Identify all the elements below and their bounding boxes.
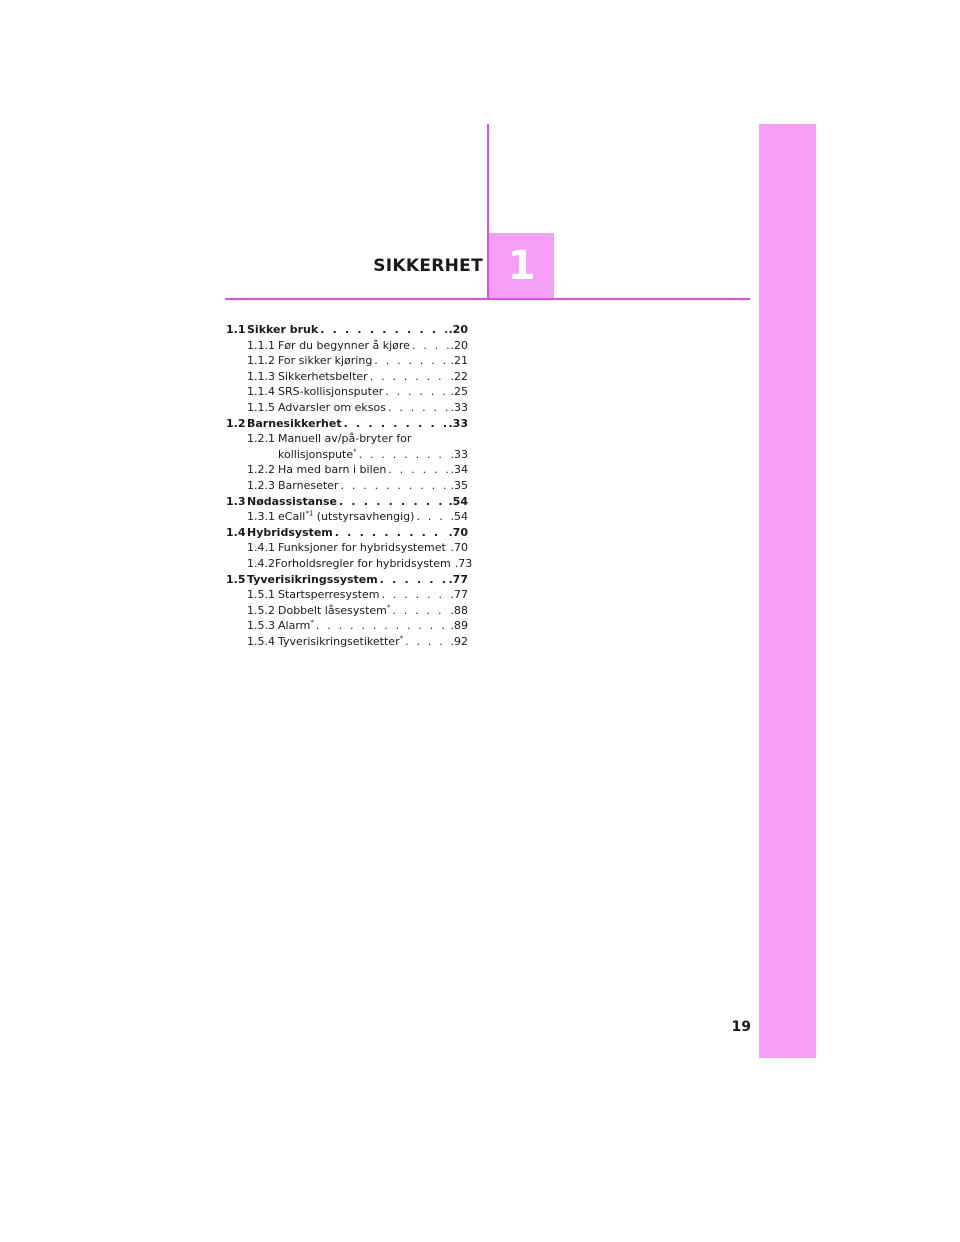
toc-entry-continuation[interactable] <box>226 447 468 463</box>
toc-leader <box>359 447 449 463</box>
toc-leader <box>339 494 447 510</box>
toc-title: Dobbelt låsesystem <box>278 603 387 617</box>
toc-entry[interactable] <box>226 509 468 525</box>
toc-title: Alarm <box>278 619 311 633</box>
toc-title: For sikker kjøring <box>278 354 373 368</box>
footnote-marker: *1 <box>305 509 314 518</box>
toc-title: Hybridsystem <box>247 525 333 539</box>
toc-title: Startsperresystem <box>278 588 380 602</box>
table-of-contents <box>226 322 473 649</box>
toc-number: 1.5.3 <box>247 619 275 633</box>
toc-leader <box>370 369 449 385</box>
toc-title-wrap <box>278 509 414 525</box>
toc-title-wrap <box>278 603 390 619</box>
toc-title: Manuell av/på-bryter for <box>278 432 412 446</box>
footnote-marker: * <box>399 634 404 643</box>
toc-page: .88 <box>450 603 468 617</box>
chapter-number-box <box>489 233 554 298</box>
toc-page: .21 <box>450 354 468 368</box>
footnote-marker: * <box>310 618 314 627</box>
toc-number: 1.2.3 <box>247 478 275 492</box>
toc-entry[interactable] <box>226 353 468 369</box>
toc-entry[interactable] <box>226 603 468 619</box>
toc-page: .33 <box>450 447 468 461</box>
toc-leader <box>320 322 446 338</box>
toc-number: 1.2.2 <box>247 463 275 477</box>
toc-number: 1.1.5 <box>247 400 275 414</box>
toc-number: 1.1.2 <box>247 354 275 368</box>
toc-page: .70 <box>448 525 468 539</box>
toc-title: Barnesikkerhet <box>247 416 342 430</box>
toc-leader <box>448 540 449 556</box>
toc-entry[interactable] <box>226 478 468 494</box>
toc-title: Tyverisikringssystem <box>247 572 378 586</box>
toc-title: Ha med barn i bilen <box>278 463 387 477</box>
toc-leader <box>392 603 448 619</box>
toc-page: .25 <box>450 385 468 399</box>
toc-number: 1.1.4 <box>247 385 275 399</box>
toc-entry[interactable] <box>226 494 468 510</box>
toc-page: .77 <box>450 588 468 602</box>
toc-title-suffix: (utstyrsavhengig) <box>313 510 415 524</box>
toc-title: Sikker bruk <box>247 323 319 336</box>
toc-leader <box>335 525 447 541</box>
header-horizontal-rule <box>225 298 750 300</box>
toc-entry[interactable] <box>226 618 468 634</box>
toc-leader <box>388 462 448 478</box>
toc-number: 1.5 <box>226 572 246 586</box>
toc-leader <box>385 384 448 400</box>
toc-leader <box>380 572 447 588</box>
toc-page: .54 <box>450 510 468 524</box>
toc-entry[interactable] <box>226 431 468 447</box>
toc-entry[interactable] <box>226 369 468 385</box>
toc-number: 1.5.4 <box>247 634 275 648</box>
toc-number: 1.3.1 <box>247 510 275 524</box>
toc-leader <box>416 509 448 525</box>
toc-page: .35 <box>450 478 468 492</box>
toc-leader <box>316 618 449 634</box>
toc-number: 1.4 <box>226 525 246 539</box>
toc-leader <box>340 478 448 494</box>
footnote-marker: * <box>386 603 391 612</box>
toc-page: .77 <box>448 572 468 586</box>
toc-title-wrap <box>278 634 403 650</box>
toc-number: 1.1.3 <box>247 369 275 383</box>
toc-number: 1.5.2 <box>247 603 275 617</box>
toc-entry[interactable] <box>226 400 468 416</box>
toc-page: .22 <box>450 369 468 383</box>
footnote-marker: * <box>353 447 357 456</box>
toc-page: .54 <box>448 494 468 508</box>
toc-title: Funksjoner for hybridsystemet <box>278 541 446 555</box>
toc-number: 1.3 <box>226 494 246 508</box>
toc-number: 1.4.2 <box>247 556 275 570</box>
toc-page: .20 <box>448 323 468 336</box>
toc-entry[interactable] <box>226 587 468 603</box>
toc-page: .73 <box>454 556 473 570</box>
toc-page: .33 <box>448 416 468 430</box>
toc-entry[interactable] <box>226 322 468 338</box>
toc-page: .34 <box>450 463 468 477</box>
toc-number: 1.1 <box>226 323 246 336</box>
toc-entry[interactable] <box>226 416 468 432</box>
toc-number: 1.4.1 <box>247 541 275 555</box>
toc-leader <box>412 338 449 354</box>
toc-page: .70 <box>450 541 468 555</box>
toc-leader <box>382 587 449 603</box>
toc-entry[interactable] <box>226 338 468 354</box>
toc-title: Forholdsregler for hybridsystem <box>275 556 451 570</box>
toc-entry[interactable] <box>226 384 468 400</box>
toc-title: Tyverisikringsetiketter <box>278 634 400 648</box>
toc-number: 1.2 <box>226 416 246 430</box>
toc-number: 1.5.1 <box>247 588 275 602</box>
toc-title-line2: kollisjonspute <box>278 447 354 461</box>
toc-title-wrap <box>278 618 314 634</box>
chapter-side-tab[interactable] <box>759 124 816 1058</box>
toc-entry[interactable] <box>226 540 468 556</box>
toc-number: 1.1.1 <box>247 338 275 352</box>
toc-title: SRS-kollisjonsputer <box>278 385 384 399</box>
toc-title: eCall <box>278 510 306 524</box>
page-number: 19 <box>731 1019 751 1035</box>
toc-page: .92 <box>450 634 468 648</box>
toc-page: .33 <box>450 400 468 414</box>
toc-title: Sikkerhetsbelter <box>278 369 368 383</box>
toc-leader <box>405 634 448 650</box>
toc-title: Advarsler om eksos <box>278 400 386 414</box>
toc-title-continued <box>278 447 357 463</box>
toc-page: .20 <box>450 338 468 352</box>
toc-title: Før du begynner å kjøre <box>278 338 410 352</box>
toc-leader <box>344 416 447 432</box>
chapter-title: SIKKERHET <box>373 256 483 276</box>
chapter-number: 1 <box>507 242 536 289</box>
toc-leader <box>374 353 448 369</box>
toc-entry[interactable] <box>226 572 468 588</box>
toc-entry[interactable] <box>226 462 468 478</box>
toc-title: Nødassistanse <box>247 494 337 508</box>
toc-leader <box>388 400 449 416</box>
toc-entry[interactable] <box>226 525 468 541</box>
toc-number: 1.2.1 <box>247 432 275 446</box>
toc-entry[interactable] <box>226 556 473 572</box>
toc-entry[interactable] <box>226 634 468 650</box>
toc-title: Barneseter <box>278 478 339 492</box>
toc-page: .89 <box>450 619 468 633</box>
